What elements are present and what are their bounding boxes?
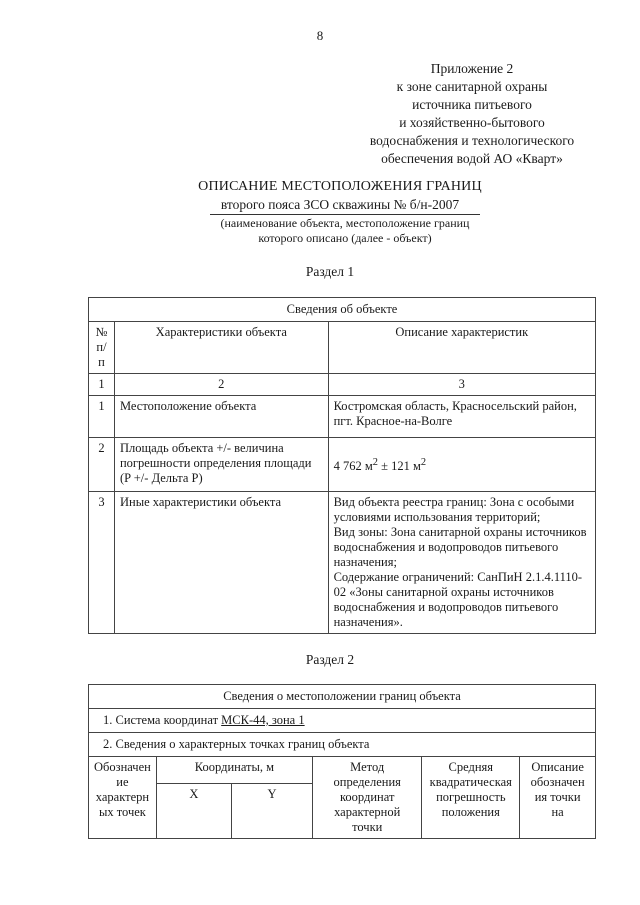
coord-system-value: МСК-44, зона 1 — [221, 713, 305, 727]
area-main: 4 762 м — [333, 459, 373, 474]
column-number: 3 — [328, 374, 595, 396]
row-description: Костромская область, Красносельский район, пгт. Красное-на-Волге — [328, 396, 595, 438]
row-characteristic: Иные характеристики объекта — [114, 492, 328, 634]
document-subtitle: второго пояса ЗСО скважины № б/н-2007 — [220, 197, 460, 212]
row-description: Вид объекта реестра границ: Зона с особыми условиями использования территорий; Вид зоны: Зона санитарной охраны источников водоснабжения и водопроводов питьевого назначения; Содержание ограничений: СанПиН 2.1.4.1110-02 «Зоны санитарной охраны источников водоснабжения и водопроводов питьевого назначения». — [328, 492, 595, 634]
points-label-row: 2. Сведения о характерных точках границ объекта — [89, 733, 596, 757]
column-number: 1 — [89, 374, 115, 396]
coord-system-row — [89, 709, 596, 733]
header-method: Метод определения координат характерной точки — [313, 757, 422, 839]
coord-system-label: 1. Система координат — [103, 713, 222, 727]
appendix-line: Приложение 2 — [430, 61, 514, 76]
table-row — [89, 396, 596, 438]
caption-line: (наименование объекта, местоположение границ — [220, 216, 470, 230]
appendix-line: водоснабжения и технологического — [369, 133, 575, 148]
page-number: 8 — [316, 28, 324, 43]
header-coordinates: Координаты, м — [156, 757, 312, 784]
appendix-line: обеспечения водой АО «Кварт» — [381, 151, 563, 166]
header-point-description: Описание обозначен ия точки на — [520, 757, 596, 839]
header-description: Описание характеристик — [328, 322, 595, 374]
table-title: Сведения об объекте — [89, 298, 596, 322]
row-num: 1 — [89, 396, 115, 438]
header-x: X — [156, 784, 231, 839]
area-sup: 2 — [420, 456, 427, 468]
header-y: Y — [232, 784, 313, 839]
appendix-block — [352, 60, 592, 168]
section1-heading: Раздел 1 — [305, 264, 355, 279]
row-num: 2 — [89, 438, 115, 492]
table-row — [89, 438, 596, 492]
document-title: ОПИСАНИЕ МЕСТОПОЛОЖЕНИЯ ГРАНИЦ — [198, 179, 482, 194]
section2-heading: Раздел 2 — [305, 652, 355, 667]
area-sup: 2 — [372, 456, 378, 468]
object-info-table — [88, 297, 596, 634]
header-num: № п/п — [89, 322, 115, 374]
row-characteristic: Местоположение объекта — [114, 396, 328, 438]
appendix-line: источника питьевого — [412, 97, 532, 112]
table-title: Сведения о местоположении границ объекта — [89, 685, 596, 709]
column-number: 2 — [114, 374, 328, 396]
row-characteristic: Площадь объекта +/- величина погрешности определения площади (P +/- Дельта P) — [114, 438, 328, 492]
header-characteristic: Характеристики объекта — [114, 322, 328, 374]
table-row — [89, 492, 596, 634]
appendix-line: к зоне санитарной охраны — [396, 79, 548, 94]
header-designation: Обозначен ие характерн ых точек — [89, 757, 157, 839]
area-tolerance: ± 121 м — [377, 459, 421, 474]
header-rms: Средняя квадратическая погрешность положения — [422, 757, 520, 839]
row-area-value — [328, 438, 595, 492]
document-caption — [150, 216, 540, 246]
caption-line: которого описано (далее - объект) — [258, 231, 432, 245]
row-num: 3 — [89, 492, 115, 634]
boundary-location-table — [88, 684, 596, 839]
subtitle-divider — [210, 214, 480, 215]
appendix-line: и хозяйственно-бытового — [399, 115, 545, 130]
